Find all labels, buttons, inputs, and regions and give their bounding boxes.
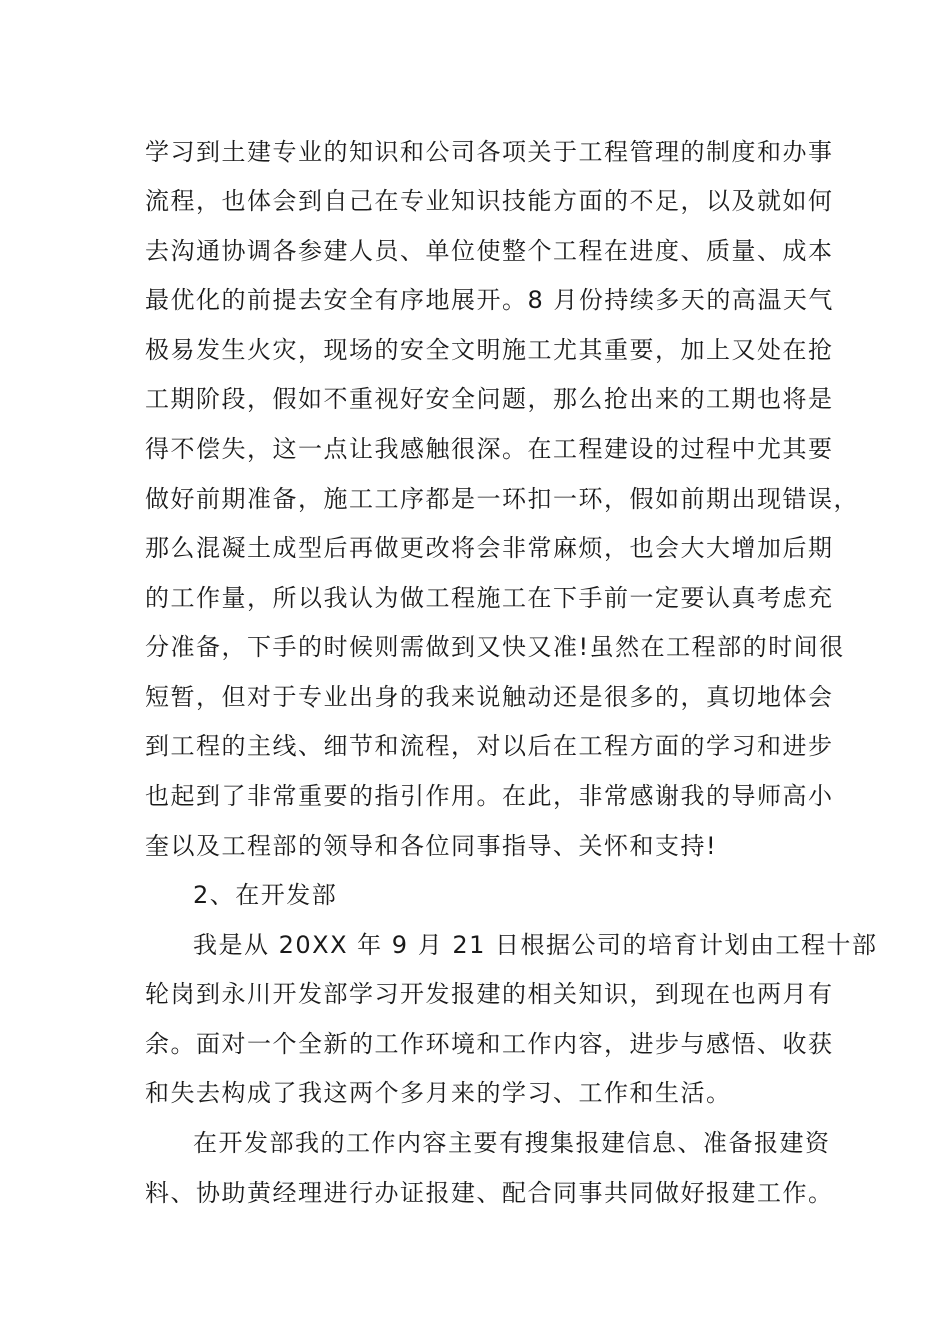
text-line: 我是从 20XX 年 9 月 21 日根据公司的培育计划由工程十部: [193, 931, 878, 959]
text-line: 料、协助黄经理进行办证报建、配合同事共同做好报建工作。: [145, 1179, 834, 1207]
text-line: 最优化的前提去安全有序地展开。8 月份持续多天的高温天气: [145, 286, 834, 314]
text-line: 的工作量，所以我认为做工程施工在下手前一定要认真考虑充: [145, 584, 834, 612]
text-line: 流程，也体会到自己在专业知识技能方面的不足，以及就如何: [145, 187, 834, 215]
text-line: 工期阶段，假如不重视好安全问题，那么抢出来的工期也将是: [145, 385, 834, 413]
text-line: 去沟通协调各参建人员、单位使整个工程在进度、质量、成本: [145, 237, 834, 265]
text-line: 分准备，下手的时候则需做到又快又准!虽然在工程部的时间很: [145, 633, 845, 661]
text-line: 做好前期准备，施工工序都是一环扣一环，假如前期出现错误，: [145, 485, 859, 513]
text-line: 在开发部我的工作内容主要有搜集报建信息、准备报建资: [193, 1129, 831, 1157]
section-heading: 2、在开发部: [193, 881, 338, 909]
text-line: 极易发生火灾，现场的安全文明施工尤其重要，加上又处在抢: [145, 336, 834, 364]
text-line: 轮岗到永川开发部学习开发报建的相关知识，到现在也两月有: [145, 980, 834, 1008]
text-line: 也起到了非常重要的指引作用。在此，非常感谢我的导师高小: [145, 782, 834, 810]
text-line: 学习到土建专业的知识和公司各项关于工程管理的制度和办事: [145, 138, 834, 166]
text-line: 得不偿失，这一点让我感触很深。在工程建设的过程中尤其要: [145, 435, 834, 463]
text-line: 那么混凝土成型后再做更改将会非常麻烦，也会大大增加后期: [145, 534, 834, 562]
text-line: 余。面对一个全新的工作环境和工作内容，进步与感悟、收获: [145, 1030, 834, 1058]
text-line: 短暂，但对于专业出身的我来说触动还是很多的，真切地体会: [145, 683, 834, 711]
text-line: 奎以及工程部的领导和各位同事指导、关怀和支持!: [145, 832, 718, 860]
text-line: 到工程的主线、细节和流程，对以后在工程方面的学习和进步: [145, 732, 834, 760]
text-line: 和失去构成了我这两个多月来的学习、工作和生活。: [145, 1079, 732, 1107]
